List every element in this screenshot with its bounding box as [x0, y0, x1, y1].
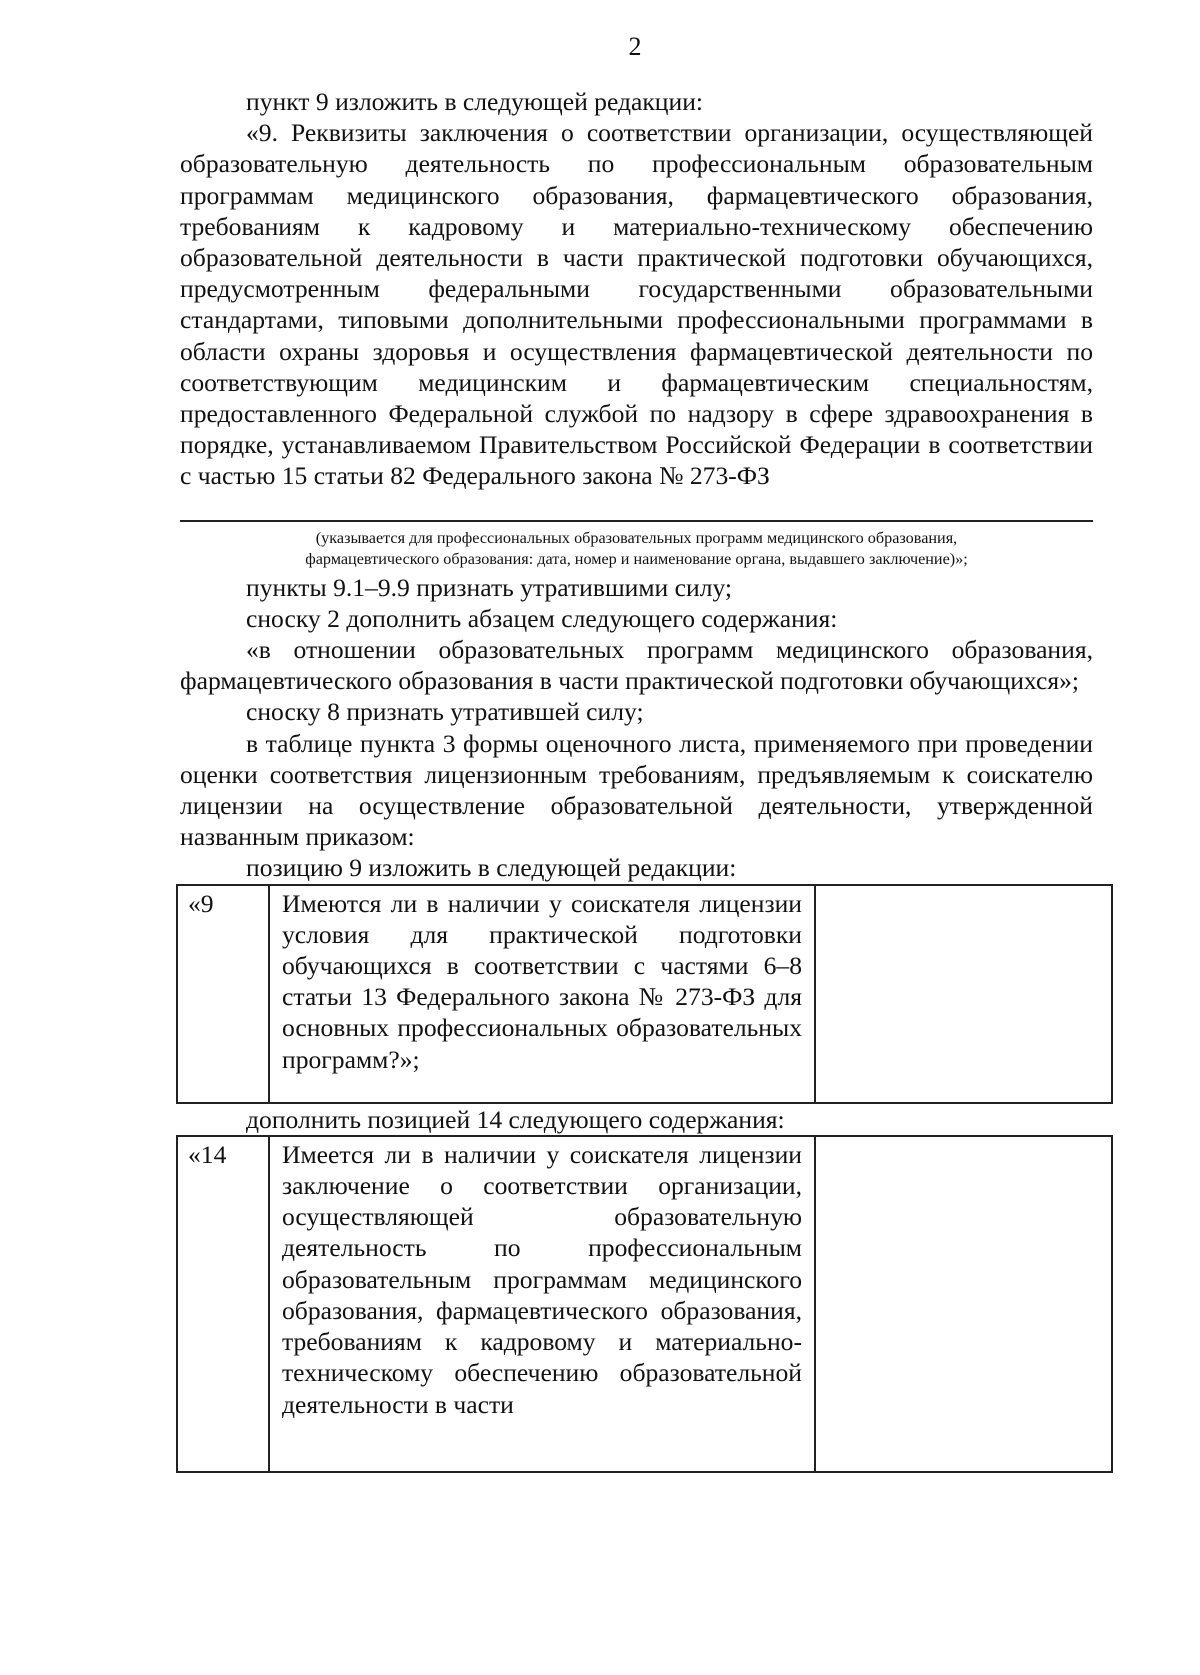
position-number: «14 [177, 1136, 269, 1472]
table-position-14 [176, 1135, 1113, 1473]
position-text: Имеется ли в наличии у соискателя лицензии заключение о соответствии организации, осуществляющей образовательную деятельность по профессиональным образовательным программам медицинского образования, фармацевтического образования, требованиям к кадровому и материально-техническому обеспечению образовательной деятельности в части [269, 1136, 815, 1472]
position-value-cell [815, 885, 1112, 1103]
footnote [180, 522, 1093, 572]
paragraph-footnote-2: сноску 2 дополнить абзацем следующего содержания: [246, 603, 838, 633]
position-value-cell [815, 1136, 1112, 1472]
paragraph-table-intro: в таблице пункта 3 формы оценочного листа, применяемого при проведении оценки соответствия лицензионным требованиям, предъявляемым к соискателю лицензии на осуществление образовательной деятельности, утвержденной названным приказом: [180, 728, 1093, 852]
position-text: Имеются ли в наличии у соискателя лицензии условия для практической подготовки обучающихся в соответствии с частями 6–8 статьи 13 Федерального закона № 273-ФЗ для основных профессиональных образовательных программ?»; [269, 885, 815, 1103]
paragraph-position-9: позицию 9 изложить в следующей редакции: [246, 853, 737, 883]
position-number: «9 [177, 885, 269, 1103]
paragraph-footnote-2-text: «в отношении образовательных программ медицинского образования, фармацевтического образования в части практической подготовки обучающихся»; [180, 635, 1093, 696]
paragraph-point-9-intro: пункт 9 изложить в следующей редакции: [246, 87, 704, 116]
paragraph-point-9-text: «9. Реквизиты заключения о соответствии организации, осуществляющей образовательную деятельность по профессиональным образовательным программам медицинского образования, фармацевтического образования, требованиям к кадровому и материально-техническому обеспечению образовательной деятельности в части практической подготовки обучающихся, предусмотренным федеральными государственными образовательными стандартами, типовыми дополнительными профессиональными программами в области охраны здоровья и осуществления фармацевтической деятельности по соответствующим медицинским и фармацевтическим специальностям, предоставленного Федеральной службой по надзору в сфере здравоохранения в порядке, устанавливаемом Правительством Российской Федерации в соответствии с частью 15 статьи 82 Федерального закона № 273-ФЗ [180, 118, 1093, 491]
page-number: 2 [628, 32, 642, 61]
footnote-line-1: (указывается для профессиональных образовательных программ медицинского образования, [315, 528, 958, 547]
table-row [177, 885, 1112, 1103]
paragraph-points-repeal: пункты 9.1–9.9 признать утратившими силу; [246, 572, 733, 602]
paragraph-position-14: дополнить позицией 14 следующего содержания: [246, 1104, 785, 1134]
paragraph-footnote-8: сноску 8 признать утратившей силу; [246, 697, 644, 727]
table-position-9 [176, 884, 1113, 1104]
footnote-line-2: фармацевтического образования: дата, номер и наименование органа, выдавшего заключение)»; [305, 549, 968, 568]
table-row [177, 1136, 1112, 1472]
document-body [180, 86, 1093, 1473]
